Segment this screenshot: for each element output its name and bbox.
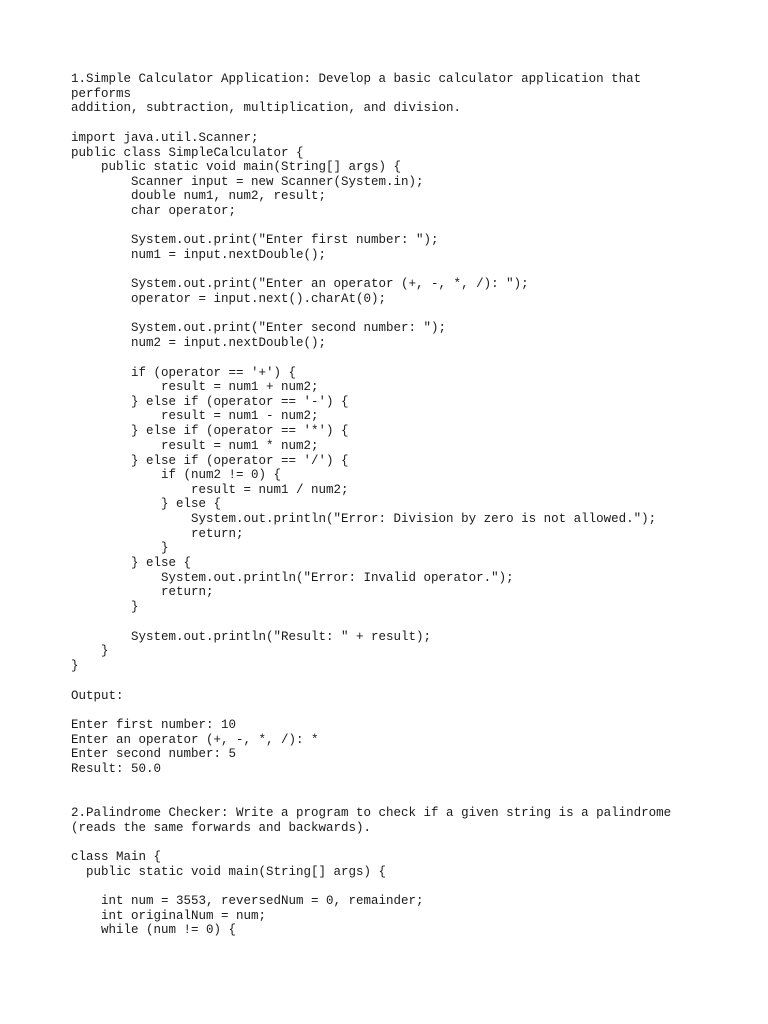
- code-line: public static void main(String[] args) {: [71, 160, 402, 174]
- code-line: return;: [71, 527, 244, 541]
- output-heading: Output:: [71, 689, 124, 703]
- task-1-heading: performs: [71, 87, 132, 101]
- code-line: } else {: [71, 497, 222, 511]
- output-line: Enter first number: 10: [71, 718, 237, 732]
- code-line: System.out.println("Error: Division by zero is not allowed.");: [71, 512, 657, 526]
- code-line: public static void main(String[] args) {: [71, 865, 387, 879]
- code-line: public class SimpleCalculator {: [71, 146, 304, 160]
- code-line: return;: [71, 585, 214, 599]
- code-line: }: [71, 659, 79, 673]
- code-line: }: [71, 541, 169, 555]
- code-line: num1 = input.nextDouble();: [71, 248, 327, 262]
- output-line: Result: 50.0: [71, 762, 162, 776]
- code-line: System.out.print("Enter first number: ");: [71, 233, 439, 247]
- code-line: } else if (operator == '-') {: [71, 395, 349, 409]
- code-line: int originalNum = num;: [71, 909, 267, 923]
- code-line: int num = 3553, reversedNum = 0, remainder;: [71, 894, 424, 908]
- code-line: if (operator == '+') {: [71, 366, 297, 380]
- code-line: } else {: [71, 556, 192, 570]
- code-line: result = num1 * num2;: [71, 439, 319, 453]
- code-line: char operator;: [71, 204, 237, 218]
- code-line: double num1, num2, result;: [71, 189, 327, 203]
- code-line: System.out.println("Error: Invalid operator.");: [71, 571, 514, 585]
- code-line: System.out.print("Enter second number: ");: [71, 321, 447, 335]
- task-1-heading: addition, subtraction, multiplication, and division.: [71, 101, 462, 115]
- code-line: if (num2 != 0) {: [71, 468, 282, 482]
- code-line: while (num != 0) {: [71, 923, 237, 937]
- code-line: import java.util.Scanner;: [71, 131, 259, 145]
- task-2-heading: 2.Palindrome Checker: Write a program to check if a given string is a palindrome: [71, 806, 672, 820]
- output-line: Enter an operator (+, -, *, /): *: [71, 733, 319, 747]
- code-line: result = num1 / num2;: [71, 483, 349, 497]
- code-line: }: [71, 600, 139, 614]
- code-line: Scanner input = new Scanner(System.in);: [71, 175, 424, 189]
- code-line: }: [71, 644, 109, 658]
- code-line: System.out.println("Result: " + result);: [71, 630, 432, 644]
- code-line: } else if (operator == '*') {: [71, 424, 349, 438]
- code-line: result = num1 + num2;: [71, 380, 319, 394]
- code-line: num2 = input.nextDouble();: [71, 336, 327, 350]
- code-line: class Main {: [71, 850, 162, 864]
- code-line: System.out.print("Enter an operator (+, -, *, /): ");: [71, 277, 529, 291]
- task-2-heading: (reads the same forwards and backwards).: [71, 821, 372, 835]
- code-line: } else if (operator == '/') {: [71, 454, 349, 468]
- code-line: result = num1 - num2;: [71, 409, 319, 423]
- code-line: operator = input.next().charAt(0);: [71, 292, 387, 306]
- task-1-heading: 1.Simple Calculator Application: Develop a basic calculator application that: [71, 72, 642, 86]
- output-line: Enter second number: 5: [71, 747, 237, 761]
